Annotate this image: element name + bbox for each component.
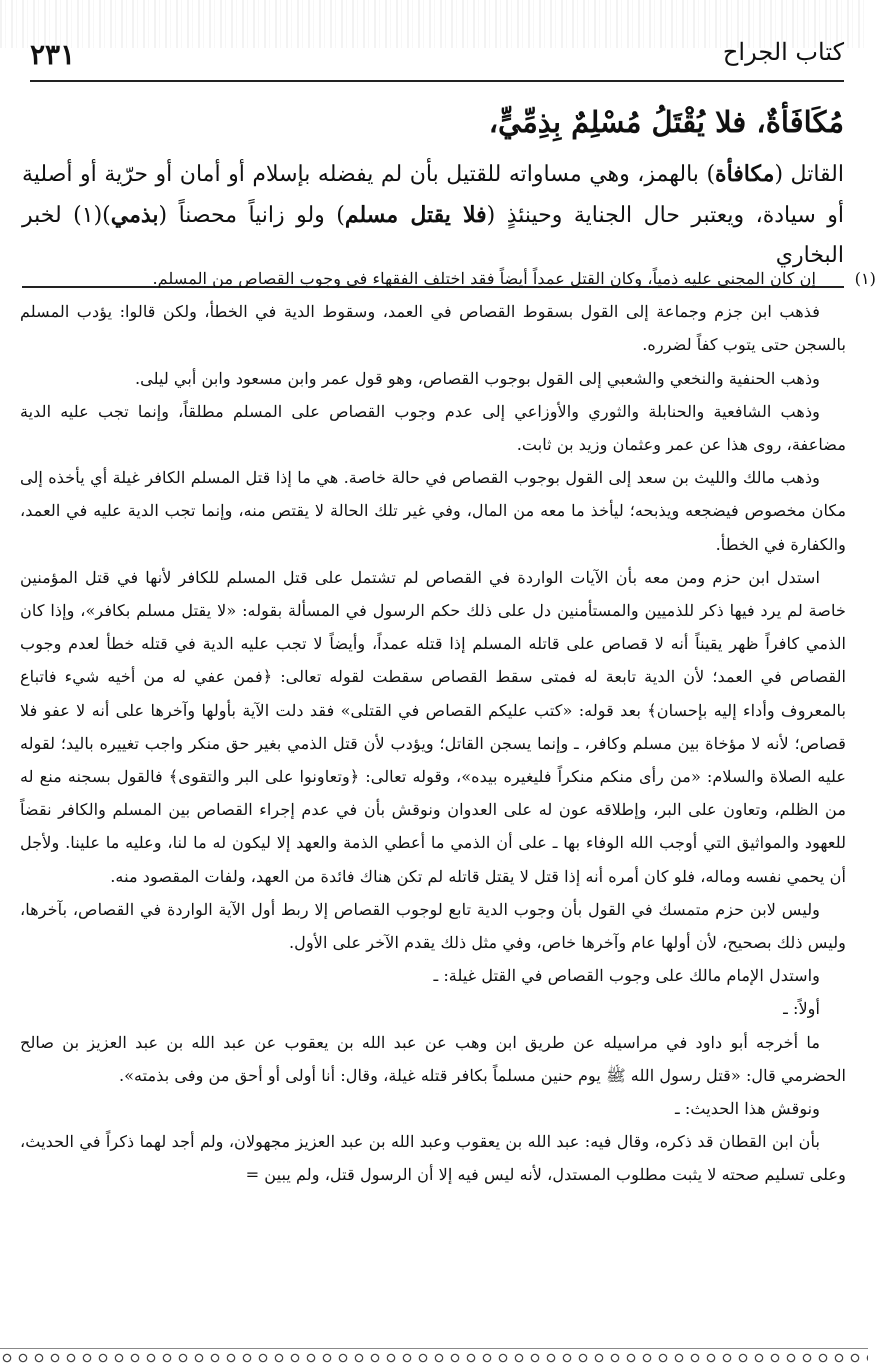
footnote-paragraph [20, 262, 876, 295]
commentary-bold: بذمي [110, 202, 159, 228]
footnote-paragraph: وذهب الحنفية والنخعي والشعبي إلى القول بوجوب القصاص، وهو قول عمر وابن مسعود وابن أبي ليلى. [134, 368, 820, 388]
footnote-paragraph: واستدل الإمام مالك على وجوب القصاص في القتل غيلة: ـ [433, 966, 820, 986]
book-title: كتاب الجراح [722, 38, 844, 66]
footnote-paragraph: وذهب مالك والليث بن سعد إلى القول بوجوب القصاص في حالة خاصة. هي ما إذا قتل المسلم الكافر غيلة أي يأخذه إلى مكان مخصوص فيضجعه ويذبحه؛ ليأخذ ما معه من المال، وفي غير تلك الحالة لا يقتص منه، وإنما تجب الدية عليه في العمد، والكفارة في الخطأ. [20, 468, 846, 554]
commentary-bold: فلا يقتل مسلم [344, 202, 487, 228]
commentary-text: القاتل ( [774, 162, 844, 187]
commentary-text: ) بالهمز، وهي مساواته للقتيل بأن لم يفضله بإسلام أو أمان أو حرّية أو أصلية أو سيادة، ويعتبر حال الجناية وحينئذٍ ( [22, 162, 844, 228]
footnote-paragraph: فذهب ابن جزم وجماعة إلى القول بسقوط القصاص في العمد، وسقوط الدية في الخطأ، ولكن قالوا: يؤدب المسلم بالسجن حتى يتوب كفاً لضرره. [20, 302, 846, 355]
footnotes [20, 262, 876, 1192]
footnote-number: (١) [854, 269, 876, 288]
commentary-text: )(١) لخبر البخاري [22, 203, 844, 268]
footnote-paragraph: وذهب الشافعية والحنابلة والثوري والأوزاعي إلى عدم وجوب القصاص على المسلم مطلقاً، وإنما تجب عليه الدية مضاعفة، روى هذا عن عمر وعثمان وزيد بن ثابت. [20, 401, 846, 455]
footnote-paragraph: وليس لابن حزم متمسك في القول بأن وجوب الدية تابع لوجوب القصاص إلا ربط أول الآية الواردة في القصاص، بآخرها، وليس ذلك بصحيح، لأن أولها عام وآخرها خاص، وفي مثل ذلك يقدم الآخر على الأول. [20, 899, 846, 953]
footnote-paragraph: أولاً: ـ [783, 999, 820, 1019]
commentary-text: ) ولو زانياً محصناً ( [158, 203, 345, 228]
footnote-text: إن كان المجني عليه ذمياً، وكان القتل عمداً أيضاً فقد اختلف الفقهاء في وجوب القصاص من المسلم. [152, 269, 816, 288]
footnote-paragraph: بأن ابن القطان قد ذكره، وقال فيه: عبد الله بن يعقوب وعبد الله بن عبد العزيز مجهولان، ولم أجد لهما ذكراً في الحديث، وعلى تسليم صحته لا يثبت مطلوب المستدل، لأنه ليس فيه إلا أن الرسول قتل، ولم يبين = [20, 1132, 846, 1185]
matn-heading: مُكَافَأةٌ، فلا يُقْتَلُ مُسْلِمٌ بِذِمِّيٍّ، [488, 105, 844, 139]
main-text [22, 98, 844, 288]
commentary-bold: مكافأة [715, 161, 775, 187]
footnote-paragraph: استدل ابن حزم ومن معه بأن الآيات الواردة في القصاص لم تشتمل على قتل المسلم للكافر لأنها في قتل المؤمنين خاصة لم يرد فيها ذكر للذميين والمستأمنين دل على ذلك حكم الرسول في المسألة بقوله: «لا يقتل مسلم بكافر»، وإذا كان الذمي كافراً ظهر يقيناً أنه لا قصاص على قاتله المسلم إذا قتله عمداً، وأيضاً لا تجب عليه الدية في قتله خطأ لعدم وجوب القصاص في العمد؛ لأن الدية تابعة له فمتى سقط القصاص سقطت لقوله تعالى: ﴿فمن عفي له من أخيه شيء فاتباع بالمعروف وأداء إليه بإحسان﴾ بعد قوله: «كتب عليكم القصاص في القتلى» فقد دلت الآية بأولها وآخرها على أنه لا عفو فلا قصاص؛ لأنه لا مؤخاة بين مسلم وكافر، ـ وإنما يسجن القاتل؛ ويؤدب لأن قتل الذمي بغير حق منكر واجب تغييره باليد؛ لقوله عليه الصلاة والسلام: «من رأى منكم منكراً فليغيره بيده»، وقوله تعالى: ﴿وتعاونوا على البر والتقوى﴾ فالقول بسجنه منع له من الظلم، وتعاون على البر، وإطلاقه عون له على العدوان ونوقش بأن في عدم إجراء القصاص بين المسلم والكافر نقضاً للعهود والمواثيق التي أوجب الله الوفاء بها ـ على أن الذمي ما أعطي الذمة والعهد إلا ليكون له ما لنا، وعليه ما علينا. ولأجل أن يحمي نفسه وماله، فلو كان أمره أنه إذا قتل لا يقتل قاتله لم تكن هناك فائدة من العهد، ولفات المقصود منه. [20, 567, 846, 886]
footnote-paragraph: ما أخرجه أبو داود في مراسيله عن طريق ابن وهب عن عبد الله بن يعقوب عن عبد الله بن عبد العزيز بن صالح الحضرمي قال: «قتل رسول الله ﷺ يوم حنين مسلماً بكافر قتله غيلة، وقال: أنا أولى أو أحق من وفى بذمته». [20, 1032, 846, 1085]
footnote-paragraph: ونوقش هذا الحديث: ـ [675, 1099, 820, 1119]
decorative-border [0, 1348, 868, 1367]
page-header [30, 30, 844, 82]
page-number: ٢٣١ [30, 38, 76, 71]
